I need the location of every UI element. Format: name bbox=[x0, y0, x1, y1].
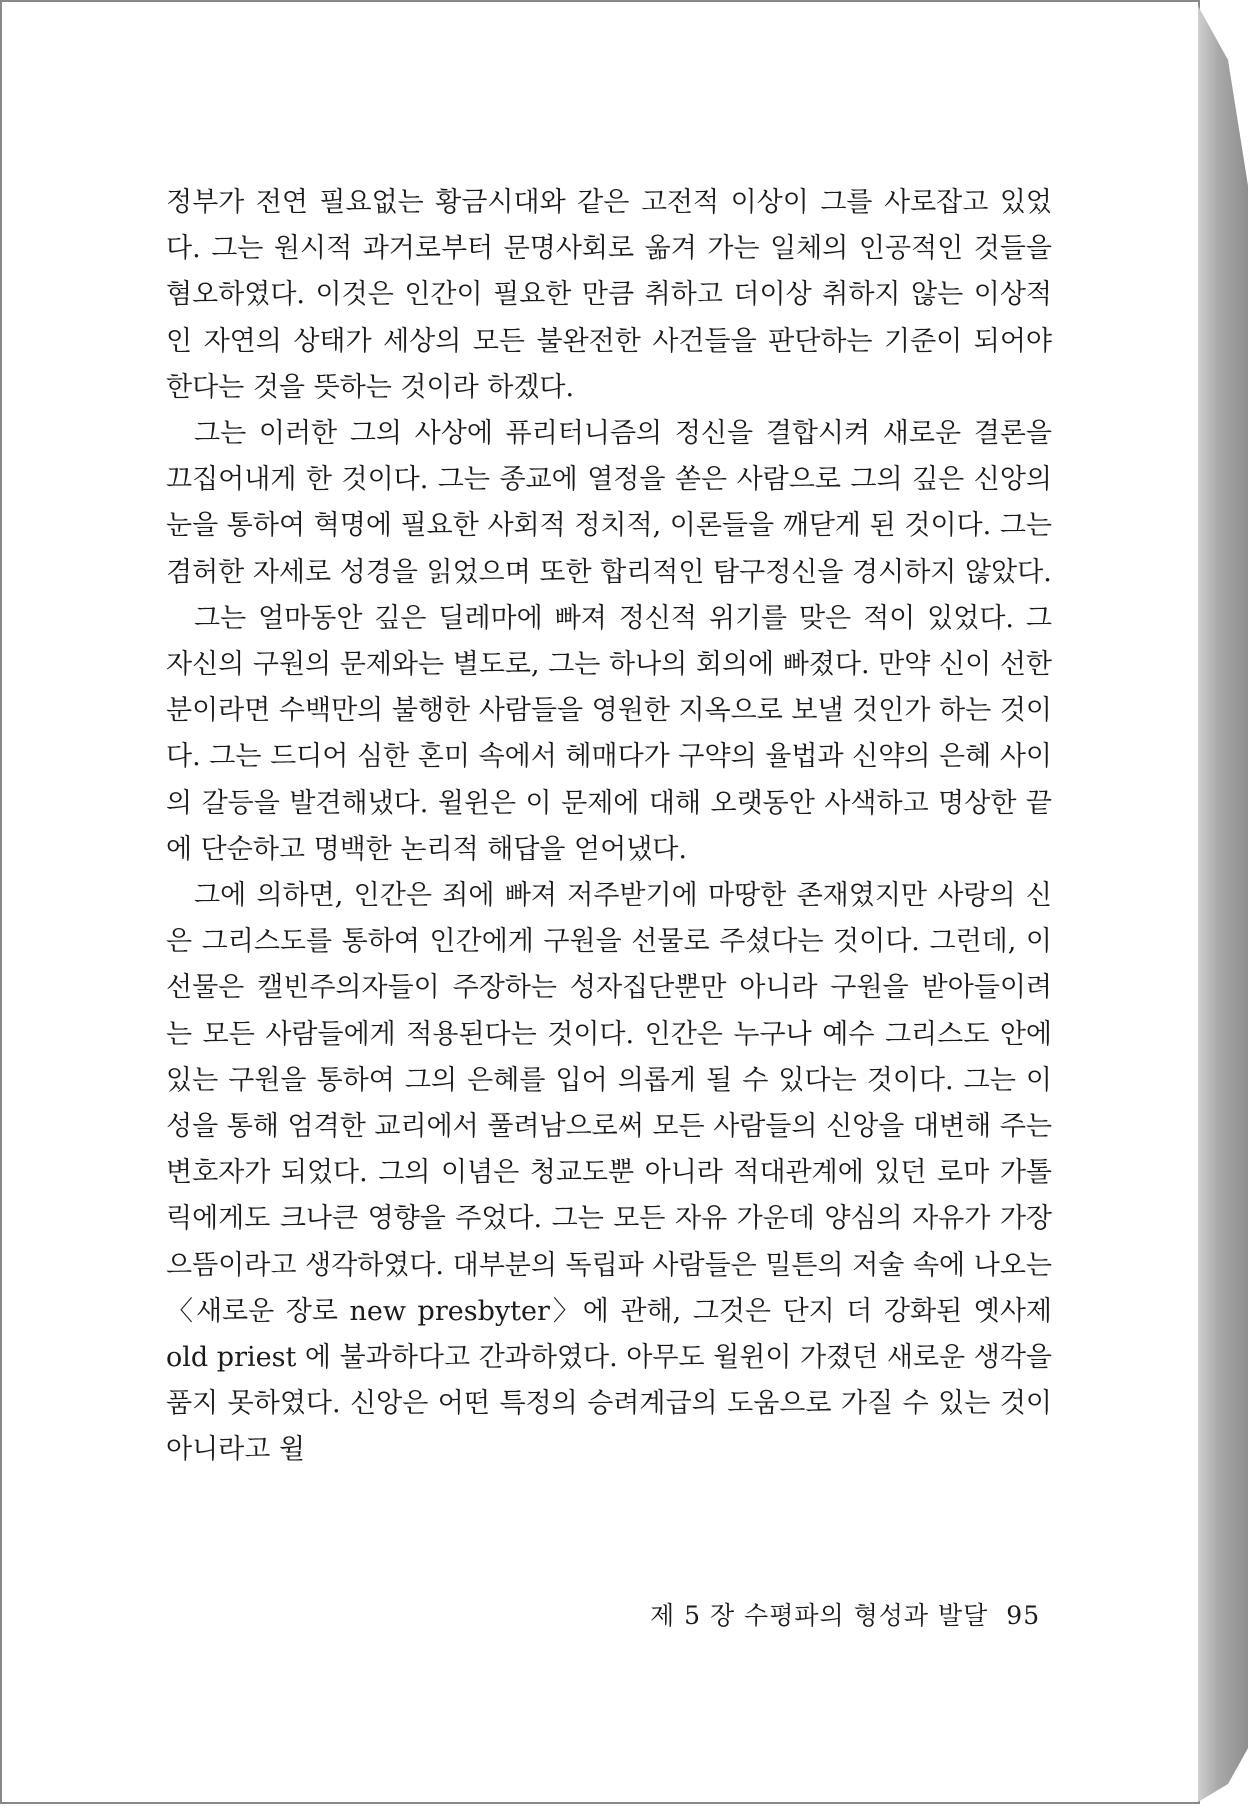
paragraph: 그는 이러한 그의 사상에 퓨리터니즘의 정신을 결합시켜 새로운 결론을 끄집어내게 한 것이다. 그는 종교에 열정을 쏟은 사람으로 그의 깊은 신앙의 눈을 통하여 혁명에 필요한 사회적 정치적, 이론들을 깨닫게 된 것이다. 그는 겸허한 자세로 성경을 읽었으며 또한 합리적인 탐구정신을 경시하지 않았다. bbox=[166, 418, 1052, 588]
page-edge-shadow bbox=[1198, 6, 1248, 1802]
page-footer bbox=[650, 1596, 1050, 1632]
paragraph: 그는 얼마동안 깊은 딜레마에 빠져 정신적 위기를 맞은 적이 있었다. 그 자신의 구원의 문제와는 별도로, 그는 하나의 회의에 빠졌다. 만약 신이 선한 분이라면 수백만의 불행한 사람들을 영원한 지옥으로 보낼 것인가 하는 것이다. 그는 드디어 심한 혼미 속에서 헤매다가 구약의 율법과 신약의 은혜 사이의 갈등을 발견해냈다. 윌윈은 이 문제에 대해 오랫동안 사색하고 명상한 끝에 단순하고 명백한 논리적 해답을 얻어냈다. bbox=[166, 602, 1052, 865]
body-text bbox=[166, 180, 1052, 1474]
page-number: 95 bbox=[1006, 1601, 1041, 1630]
paragraph: 그에 의하면, 인간은 죄에 빠져 저주받기에 마땅한 존재였지만 사랑의 신은 그리스도를 통하여 인간에게 구원을 선물로 주셨다는 것이다. 그런데, 이 선물은 캘빈주의자들이 주장하는 성자집단뿐만 아니라 구원을 받아들이려는 모든 사람들에게 적용된다는 것이다. 인간은 누구나 예수 그리스도 안에 있는 구원을 통하여 그의 은혜를 입어 의롭게 될 수 있다는 것이다. 그는 이성을 통해 엄격한 교리에서 풀려남으로써 모든 사람들의 신앙을 대변해 주는 변호자가 되었다. 그의 이념은 청교도뿐 아니라 적대관계에 있던 로마 가톨릭에게도 크나큰 영향을 주었다. 그는 모든 자유 가운데 양심의 자유가 가장 으뜸이라고 생각하였다. 대부분의 독립파 사람들은 밀튼의 저술 속에 나오는 〈새로운 장로 new presbyter〉에 관해, 그것은 단지 더 강화된 옛사제 old priest 에 불과하다고 간과하였다. 아무도 윌윈이 가졌던 새로운 생각을 품지 못하였다. 신앙은 어떤 특정의 승려계급의 도움으로 가질 수 있는 것이 아니라고 윌 bbox=[166, 880, 1052, 1466]
chapter-title: 제 5 장 수평파의 형성과 발달 bbox=[650, 1601, 989, 1630]
paragraph: 정부가 전연 필요없는 황금시대와 같은 고전적 이상이 그를 사로잡고 있었다. 그는 원시적 과거로부터 문명사회로 옮겨 가는 일체의 인공적인 것들을 혐오하였다. 이것은 인간이 필요한 만큼 취하고 더이상 취하지 않는 이상적인 자연의 상태가 세상의 모든 불완전한 사건들을 판단하는 기준이 되어야 한다는 것을 뜻하는 것이라 하겠다. bbox=[166, 187, 1052, 403]
